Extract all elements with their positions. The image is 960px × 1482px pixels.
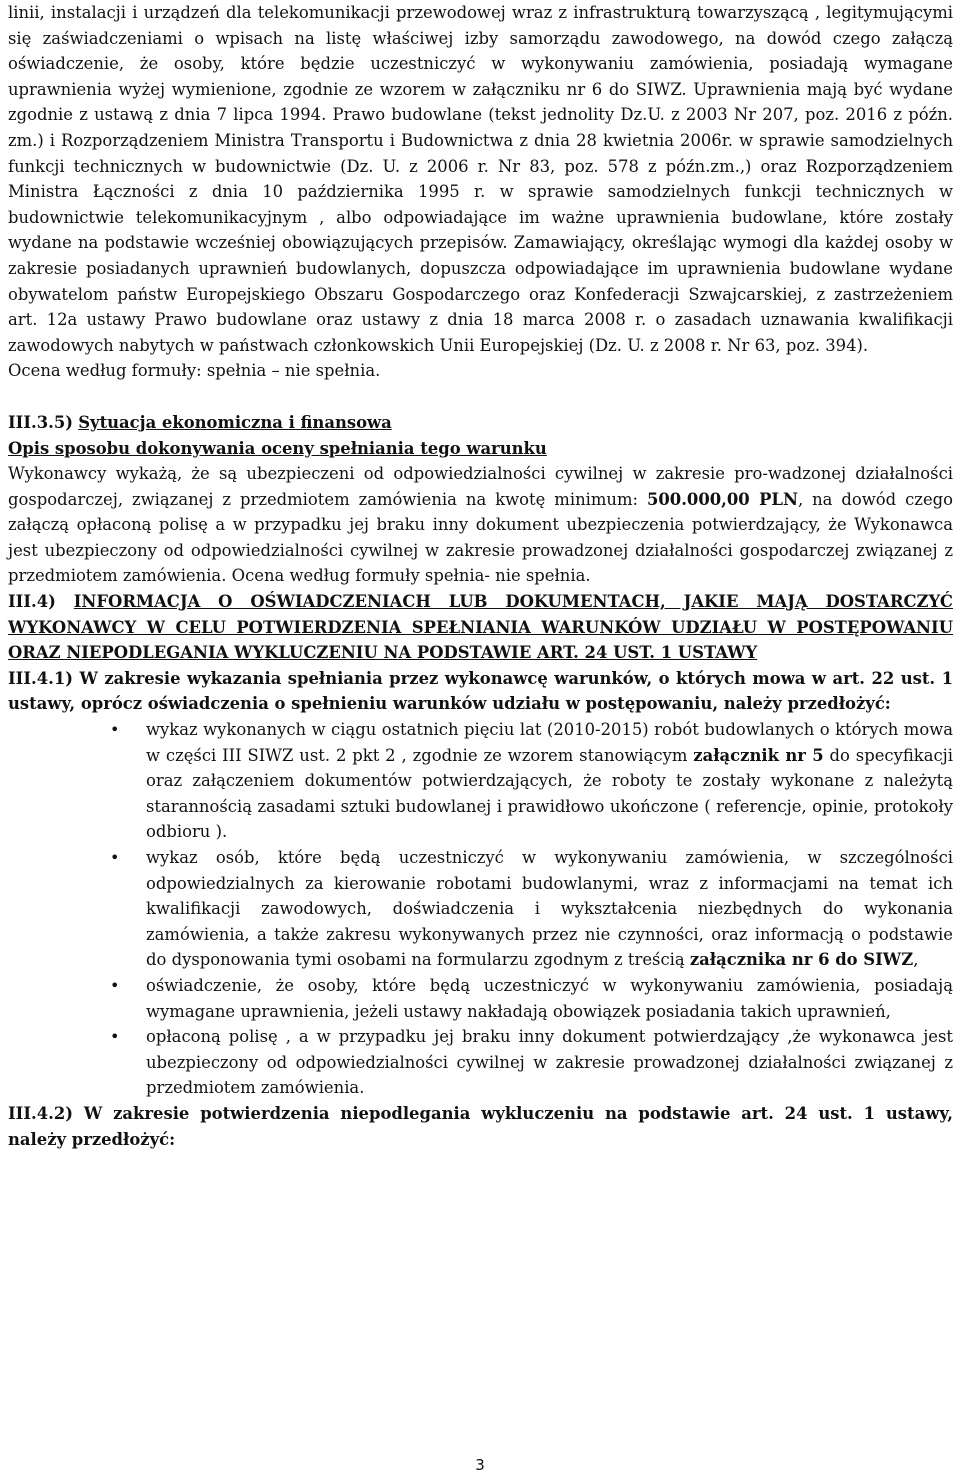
list-item-text: , bbox=[913, 950, 919, 970]
section-subtitle: Opis sposobu dokonywania oceny spełniania tego warunku bbox=[8, 438, 547, 458]
list-item-text: oświadczenie, że osoby, które będą uczestniczyć w wykonywaniu zamówienia, posiadają wymagane uprawnienia, jeżeli ustawy nakładają obowiązek posiadania takich uprawnień, bbox=[146, 975, 953, 1021]
paragraph-financial bbox=[8, 461, 953, 589]
list-item-text: do specyfikacji oraz załączeniem dokumentów potwierdzających, że roboty te zostały wykonane z należytą starannością zasadami sztuki budowlanej i prawidłowo ukończone ( referencje, opinie, protokoły odbioru ). bbox=[146, 745, 953, 842]
attachment-ref: załącznik nr 5 bbox=[693, 745, 824, 765]
list-item bbox=[110, 845, 953, 973]
section-number: III.4.1) bbox=[8, 668, 73, 688]
bullet-icon: • bbox=[110, 1027, 120, 1047]
page-number: 3 bbox=[475, 1456, 485, 1474]
bullet-icon: • bbox=[110, 975, 120, 995]
list-item bbox=[110, 973, 953, 1024]
section-number: III.3.5) bbox=[8, 412, 73, 432]
list-item bbox=[110, 1024, 953, 1101]
required-documents-list bbox=[8, 717, 953, 1101]
section-title: INFORMACJA O OŚWIADCZENIACH LUB DOKUMENTACH, JAKIE MAJĄ DOSTARCZYĆ WYKONAWCY W CELU POTWIERDZENIA SPEŁNIANIA WARUNKÓW UDZIAŁU W POSTĘPOWANIU ORAZ NIEPODLEGANIA WYKLUCZENIU NA PODSTAWIE ART. 24 UST. 1 USTAWY bbox=[8, 592, 953, 663]
financial-text-a: Wykonawcy wykażą, że są ubezpieczeni od odpowiedzialności cywilnej w zakresie pro-wadzonej działalności gospodarczej, związanej z przedmiotem zamówienia na kwotę minimum: bbox=[8, 464, 953, 509]
section-title: Sytuacja ekonomiczna i finansowa bbox=[78, 412, 392, 432]
financial-text-b: , na dowód czego załączą opłaconą polisę a w przypadku jej braku inny dokument ubezpieczenia potwierdzający, że Wykonawca jest ubezpieczony od odpowiedzialności cywilnej w zakresie prowadzonej działalności gospodarczej związanej z przedmiotem zamówienia. Ocena według formuły spełnia- nie spełnia. bbox=[8, 489, 954, 586]
list-item bbox=[110, 717, 953, 845]
section-heading-3-4-2 bbox=[8, 1101, 953, 1152]
section-heading-3-4 bbox=[8, 589, 953, 666]
evaluation-formula: Ocena według formuły: spełnia – nie spełnia. bbox=[8, 361, 381, 381]
bullet-icon: • bbox=[110, 720, 120, 740]
section-number: III.4.2) bbox=[8, 1103, 73, 1123]
insurance-amount: 500.000,00 PLN bbox=[647, 489, 798, 509]
section-number: III.4) bbox=[8, 592, 56, 612]
section-heading-3-4-1 bbox=[8, 666, 953, 717]
section-title: W zakresie wykazania spełniania przez wykonawcę warunków, o których mowa w art. 22 ust. 1 ustawy, oprócz oświadczenia o spełnieniu warunków udziału w postępowaniu, należy przedłożyć: bbox=[8, 668, 953, 714]
list-item-text: wykaz osób, które będą uczestniczyć w wykonywaniu zamówienia, w szczególności odpowiedzialnych za kierowanie robotami budowlanymi, wraz z informacjami na temat ich kwalifikacji zawodowych, doświadczenia i wykształcenia niezbędnych do wykonania zamówienia, a także zakresu wykonywanych przez nie czynności, oraz informacją o podstawie do dysponowania tymi osobami na formularzu zgodnym z treścią bbox=[146, 848, 953, 970]
list-item-text: opłaconą polisę , a w przypadku jej braku inny dokument potwierdzający ,że wykonawca jest ubezpieczony od odpowiedzialności cywilnej w zakresie prowadzonej działalności związanej z przedmiotem zamówienia. bbox=[146, 1027, 953, 1098]
section-heading-3-3-5 bbox=[8, 410, 953, 436]
paragraph-qualifications: linii, instalacji i urządzeń dla telekomunikacji przewodowej wraz z infrastrukturą towarzyszącą , legitymującymi się zaświadczeniami o wpisach na listę właściwej izby samorządu zawodowego, na dowód czego załączą oświadczenie, że osoby, które będzie uczestniczyć w wykonywaniu zamówienia, posiadają wymagane uprawnienia wyżej wymienione, zgodnie ze wzorem w załączniku nr 6 do SIWZ. Uprawnienia mają być wydane zgodnie z ustawą z dnia 7 lipca 1994. Prawo budowlane (tekst jednolity Dz.U. z 2003 Nr 207, poz. 2016 z późn. zm.) i Rozporządzeniem Ministra Transportu i Budownictwa z dnia 28 kwietnia 2006r. w sprawie samodzielnych funkcji technicznych w budownictwie (Dz. U. z 2006 r. Nr 83, poz. 578 z późn.zm.,) oraz Rozporządzeniem Ministra Łączności z dnia 10 października 1995 r. w sprawie samodzielnych funkcji technicznych w budownictwie telekomunikacyjnym , albo odpowiadające im ważne uprawnienia budowlane, które zostały wydane na podstawie wcześniej obowiązujących przepisów. Zamawiający, określając wymogi dla każdej osoby w zakresie posiadanych uprawnień budowlanych, dopuszcza odpowiadające im uprawnienia budowlane wydane obywatelom państw Europejskiego Obszaru Gospodarczego oraz Konfederacji Szwajcarskiej, z zastrzeżeniem art. 12a ustawy Prawo budowlane oraz ustawy z dnia 18 marca 2008 r. o zasadach uznawania kwalifikacji zawodowych nabytych w państwach członkowskich Unii Europejskiej (Dz. U. z 2008 r. Nr 63, poz. 394). bbox=[8, 3, 953, 355]
document-page bbox=[8, 0, 953, 1152]
list-item-text: wykaz wykonanych w ciągu ostatnich pięciu lat (2010-2015) robót budowlanych o których mowa w części III SIWZ ust. 2 pkt 2 , zgodnie ze wzorem stanowiącym bbox=[146, 720, 953, 765]
attachment-ref: załącznika nr 6 do SIWZ bbox=[689, 950, 914, 970]
section-title: W zakresie potwierdzenia niepodlegania wykluczeniu na podstawie art. 24 ust. 1 ustawy, należy przedłożyć: bbox=[8, 1103, 953, 1149]
spacer bbox=[8, 384, 953, 410]
bullet-icon: • bbox=[110, 848, 120, 867]
